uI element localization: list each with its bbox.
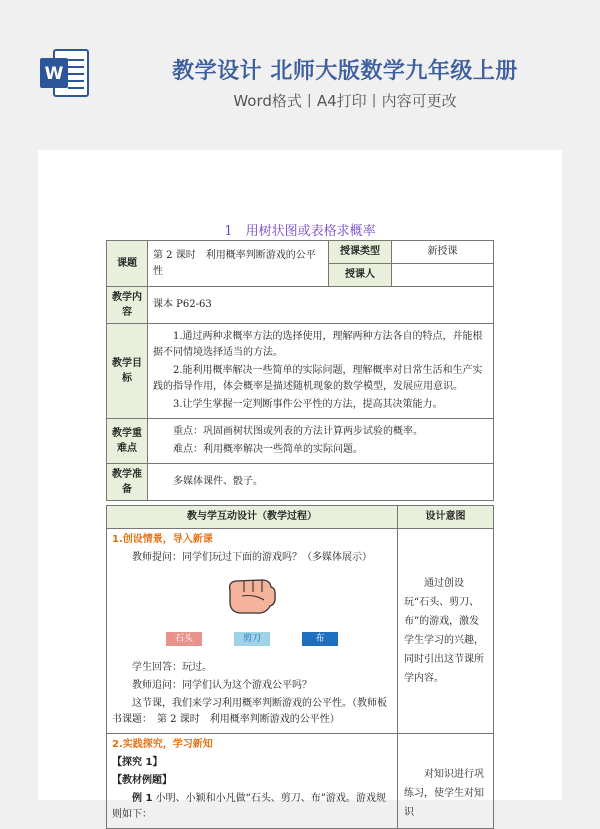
intent2-cell	[398, 734, 494, 829]
student-answer: 学生回答：玩过。	[132, 662, 212, 673]
intent2-text: 对知识进行巩练习，使学生对知识	[404, 769, 484, 818]
example-text	[112, 791, 392, 823]
lesson-title: 1 用树状图或表格求概率	[224, 224, 376, 239]
scissors-button: 剪刀	[234, 632, 270, 646]
type-label: 授课类型	[329, 241, 392, 264]
rps-buttons	[112, 632, 392, 646]
section1-cell	[107, 529, 398, 734]
content-label: 教学内容	[107, 287, 148, 324]
rock-button: 石头	[166, 632, 202, 646]
section2-cell	[107, 734, 398, 829]
prep-label: 教学准备	[107, 464, 148, 501]
explore-label: 【探究 1】	[112, 757, 163, 768]
paper-button: 布	[302, 632, 338, 646]
topic-value: 第 2 课时 利用概率判断游戏的公平性	[148, 241, 329, 287]
example-prefix: 例 1	[132, 793, 153, 804]
goal-item: 2.能利用概率解决一些简单的实际问题，理解概率对日常生活和生产实践的指导作用，体会概率是描述随机现象的数学模型，发展应用意识。	[153, 365, 483, 392]
word-document-icon	[38, 46, 92, 100]
header-title: 教学设计 北师大版数学九年级上册	[172, 59, 518, 84]
teacher-label: 授课人	[329, 264, 392, 287]
section1-title: 1.创设情景，导入新课	[112, 534, 213, 545]
lesson-info-table	[106, 240, 494, 501]
teacher-followup: 教师追问：同学们认为这个游戏公平吗？	[132, 680, 312, 691]
intent1-text: 通过创设玩“石头、剪刀、布”的游戏，激发学生学习的兴趣，同时引出这节课所学内容。	[404, 578, 484, 684]
teacher-question: 教师提问：同学们玩过下面的游戏吗？（多媒体展示）	[132, 552, 372, 563]
keypoints-label: 教学重难点	[107, 419, 148, 464]
type-value: 新授课	[392, 241, 494, 264]
goals-label: 教学目标	[107, 324, 148, 419]
intent-header: 设计意图	[398, 506, 494, 529]
process-header: 教与学互动设计（教学过程）	[107, 506, 398, 529]
goal-item: 1.通过两种求概率方法的选择使用，理解两种方法各自的特点，并能根据不同情境选择适当的方法。	[153, 331, 483, 358]
prep-value: 多媒体课件、骰子。	[148, 464, 494, 501]
difficulty: 难点：利用概率解决一些简单的实际问题。	[173, 444, 363, 455]
goal-item: 3.让学生掌握一定判断事件公平性的方法，提高其决策能力。	[173, 399, 443, 410]
topic-label: 课题	[107, 241, 148, 287]
goals-cell	[148, 324, 494, 419]
key-point: 重点：巩固画树状图或列表的方法计算两步试验的概率。	[173, 426, 423, 437]
fist-hand-image	[224, 572, 280, 618]
section2-title: 2.实践探究，学习新知	[112, 739, 213, 750]
example-body: 小明、小颖和小凡做“石头、剪刀、布”游戏。游戏规则如下：	[112, 793, 386, 820]
header-subtitle: Word格式丨A4打印丨内容可更改	[233, 92, 457, 110]
teacher-value	[392, 264, 494, 287]
process-table	[106, 505, 494, 829]
example-label: 【教材例题】	[112, 775, 172, 786]
header-banner	[0, 0, 600, 150]
keypoints-cell	[148, 419, 494, 464]
content-value: 课本 P62-63	[148, 287, 494, 324]
word-icon-letter: W	[44, 64, 64, 84]
lesson-intro: 这节课，我们来学习利用概率判断游戏的公平性。（教师板书课题： 第 2 课时 利用概率判断游戏的公平性）	[112, 698, 387, 725]
document-page	[38, 150, 562, 820]
intent1-cell	[398, 529, 494, 734]
